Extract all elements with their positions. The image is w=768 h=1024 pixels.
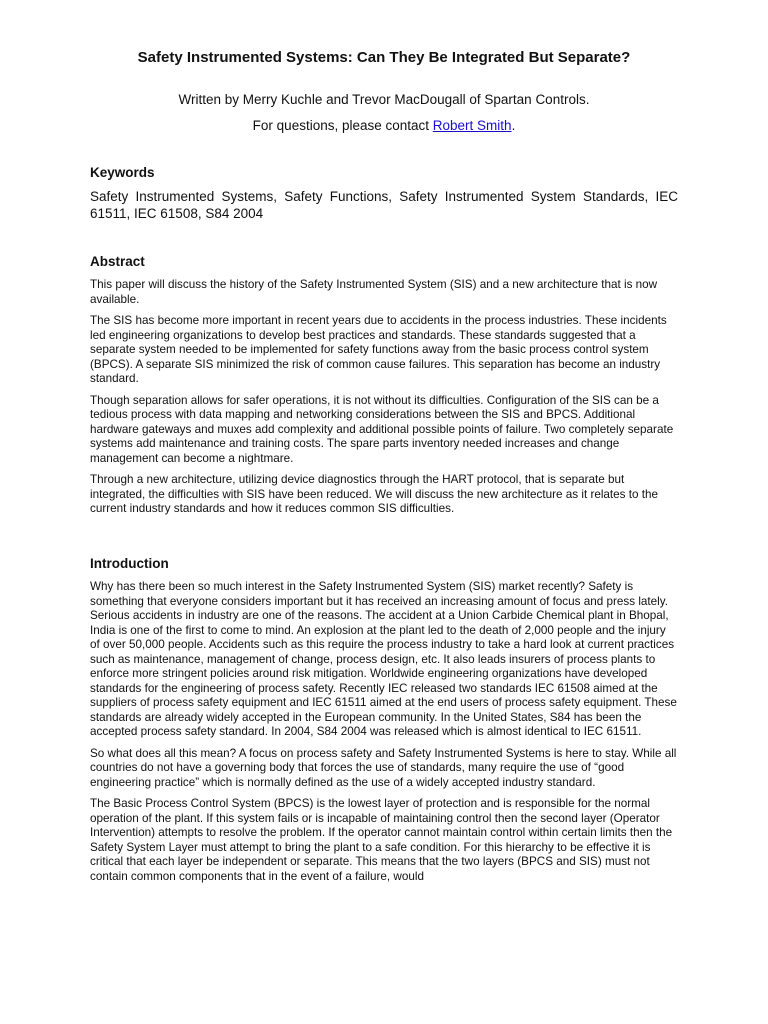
abstract-heading: Abstract [90, 254, 145, 269]
contact-line [90, 117, 678, 135]
abstract-paragraph: Through a new architecture, utilizing device diagnostics through the HART protocol, that is separate but integrated, the difficulties with SIS have been reduced. We will discuss the new architecture as it relates to the current industry standards and how it reduces common SIS difficulties. [90, 473, 659, 515]
contact-suffix: . [511, 118, 516, 133]
introduction-heading: Introduction [90, 556, 169, 571]
paper-title: Safety Instrumented Systems: Can They Be Integrated But Separate? [137, 49, 631, 66]
keywords-heading: Keywords [90, 165, 155, 180]
introduction-section [90, 580, 678, 891]
contact-link-robert-smith[interactable]: Robert Smith [432, 118, 512, 133]
abstract-paragraph: Though separation allows for safer operations, it is not without its difficulties. Configuration of the SIS can be a tedious process with data mapping and networking considerations between the SIS and BPCS. Additional hardware gateways and muxes add complexity and additional possible points of failure. Two completely separate systems add maintenance and training costs. The spare parts inventory needed increases and change management can become a nightmare. [90, 393, 674, 465]
abstract-paragraph: The SIS has become more important in recent years due to accidents in the process industries. These incidents led engineering organizations to develop best practices and standards. These standards suggested that a separate system needed to be implemented for safety functions away from the basic process control system (BPCS). A separate SIS minimized the risk of common cause failures. This separation has become an industry standard. [90, 314, 667, 385]
introduction-paragraph: So what does all this mean? A focus on process safety and Safety Instrumented Systems is here to stay. While all countries do not have a governing body that forces the use of standards, many require the use of “good engineering practice” which is normally defined as the use of a widely accepted industry standard. [90, 746, 677, 789]
abstract-section [90, 278, 678, 524]
introduction-paragraph: Why has there been so much interest in the Safety Instrumented System (SIS) market recently? Safety is something that everyone considers important but it has received an increasing amount of focus and press lately. Serious accidents in industry are one of the reasons. The accident at a Union Carbide Chemical plant in Bhopal, India is one of the first to come to mind. An explosion at the plant led to the death of 2,000 people and the injury of over 50,000 people. Accidents such as this require the process industry to take a hard look at current practices such as maintenance, management of change, process design, etc. It also leads insurers of process plants to enforce more stringent policies around risk mitigation. Worldwide engineering organizations have developed standards for the engineering of process safety. Recently IEC released two standards IEC 61508 aimed at the suppliers of process safety equipment and IEC 61511 aimed at the end users of process safety equipment. These standards are already widely accepted in the European community. In the United States, S84 has been the accepted process safety standard. In 2004, S84 2004 was released which is almost identical to IEC 61511. [90, 580, 677, 738]
contact-prefix: For questions, please contact [252, 118, 433, 133]
keywords-text: Safety Instrumented Systems, Safety Functions, Safety Instrumented System Standards, IEC 61511, IEC 61508, S84 2004 [90, 189, 678, 221]
introduction-paragraph: The Basic Process Control System (BPCS) is the lowest layer of protection and is responsible for the normal operation of the plant. If this system fails or is incapable of maintaining control then the second layer (Operator Intervention) attempts to resolve the problem. If the operator cannot maintain control within certain limits then the Safety System Layer must attempt to bring the plant to a safe condition. For this hierarchy to be effective it is critical that each layer be independent or separate. This means that the two layers (BPCS and SIS) must not contain common components that in the event of a failure, would [90, 797, 673, 883]
abstract-paragraph: This paper will discuss the history of the Safety Instrumented System (SIS) and a new architecture that is now available. [90, 278, 658, 306]
author-line: Written by Merry Kuchle and Trevor MacDougall of Spartan Controls. [178, 92, 590, 107]
